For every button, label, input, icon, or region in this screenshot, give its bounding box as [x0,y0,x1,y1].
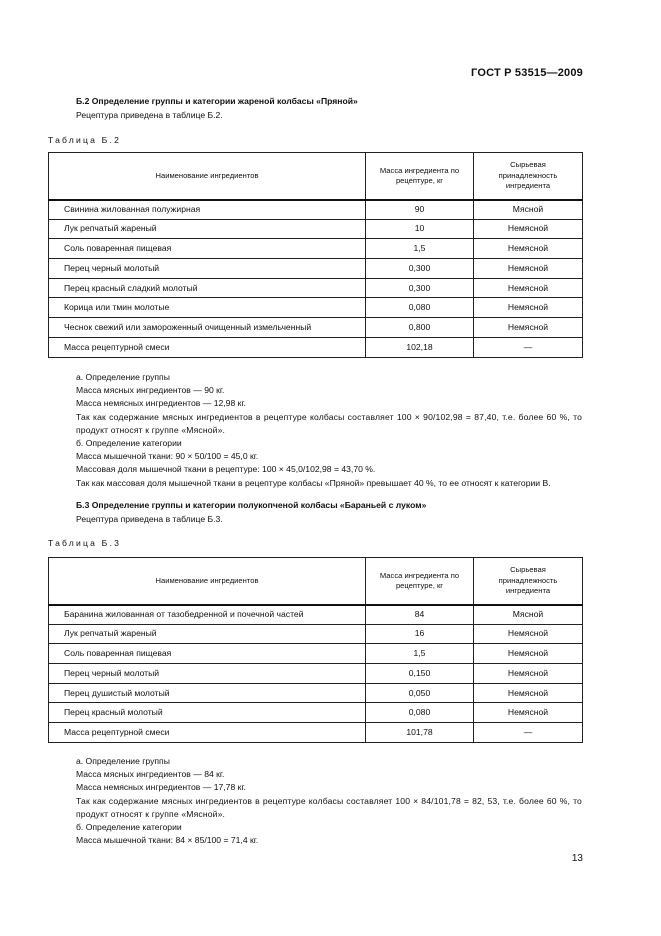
table-row [49,298,583,318]
note-line: а. Определение группы [76,756,170,766]
table-row [49,239,583,259]
ingredient-name: Масса рецептурной смеси [49,723,366,743]
ingredient-name: Баранина жилованная от тазобедренной и почечной частей [49,605,366,625]
ingredient-mass: 0,080 [366,298,474,318]
ingredient-mass: 0,050 [366,683,474,703]
ingredient-type: Немясной [474,239,583,259]
note-line: Массовая доля мышечной ткани в рецептуре: 100 × 45,0/102,98 = 43,70 %. [76,464,376,475]
ingredient-type: Немясной [474,683,583,703]
column-header-name: Наименование ингредиентов [49,558,366,605]
ingredient-type: Немясной [474,318,583,338]
table-header-row [49,153,583,200]
document-header: ГОСТ Р 53515—2009 [471,67,583,79]
ingredient-type: Немясной [474,644,583,664]
ingredient-mass: 101,78 [366,723,474,743]
ingredient-type: Немясной [474,624,583,644]
ingredient-name: Соль поваренная пищевая [49,239,366,259]
ingredient-mass: 10 [366,219,474,239]
ingredient-type: Немясной [474,298,583,318]
ingredient-name: Соль поваренная пищевая [49,644,366,664]
ingredient-mass: 0,300 [366,278,474,298]
ingredient-type: Немясной [474,278,583,298]
ingredient-type: Мясной [474,605,583,625]
ingredient-mass: 0,080 [366,703,474,723]
table-row [49,703,583,723]
table-row-total [49,337,583,357]
table-row [49,259,583,279]
table-header-row [49,558,583,605]
table-b3-caption: Таблица Б.3 [48,538,122,548]
ingredient-name: Масса рецептурной смеси [49,337,366,357]
ingredient-name: Перец душистый молотый [49,683,366,703]
notes-b2 [48,371,582,490]
ingredient-name: Корица или тмин молотые [49,298,366,318]
note-line: Масса немясных ингредиентов — 17,78 кг. [76,782,246,793]
column-header-mass: Масса ингредиента по рецептуре, кг [366,558,474,605]
ingredient-type: Немясной [474,703,583,723]
note-line: б. Определение категории [76,822,182,833]
table-row [49,644,583,664]
ingredient-mass: 0,150 [366,664,474,684]
note-line: Масса мясных ингредиентов — 84 кг. [76,769,225,780]
note-line: б. Определение категории [76,438,182,449]
ingredient-name: Чеснок свежий или замороженный очищенный измельченный [49,318,366,338]
note-line: Так как содержание мясных ингредиентов в рецептуре колбасы составляет 100 × 84/101,78 = 82, 53, т.е. более 60 %, то продукт относят к группе «Мясной». [76,795,582,819]
ingredient-name: Свинина жилованная полужирная [49,200,366,220]
ingredient-mass: 0,300 [366,259,474,279]
table-row [49,664,583,684]
section-b3-title: Б.3 Определение группы и категории полукопченой колбасы «Бараньей с луком» [76,500,427,510]
section-b2-intro: Рецептура приведена в таблице Б.2. [76,110,223,120]
table-row-total [49,723,583,743]
table-row [49,219,583,239]
section-b2-title: Б.2 Определение группы и категории жареной колбасы «Пряной» [76,96,358,106]
column-header-type: Сырьевая принадлежность ингредиента [474,153,583,200]
ingredient-name: Лук репчатый жареный [49,624,366,644]
note-line: Масса мышечной ткани: 90 × 50/100 = 45,0 кг. [76,451,259,462]
note-line: Так как массовая доля мышечной ткани в рецептуре колбасы «Пряной» превышает 40 %, то ее относят к категории В. [76,477,551,488]
page-number: 13 [571,853,583,864]
ingredient-type: — [474,337,583,357]
ingredient-name: Перец черный молотый [49,259,366,279]
note-line: а. Определение группы [76,372,170,382]
table-b3 [48,557,583,743]
note-line: Масса мясных ингредиентов — 90 кг. [76,385,225,396]
table-row [49,200,583,220]
ingredient-type: Немясной [474,259,583,279]
ingredient-type: Немясной [474,219,583,239]
ingredient-mass: 1,5 [366,644,474,664]
ingredient-mass: 0,800 [366,318,474,338]
table-row [49,605,583,625]
table-row [49,278,583,298]
ingredient-mass: 84 [366,605,474,625]
column-header-name: Наименование ингредиентов [49,153,366,200]
ingredient-mass: 102,18 [366,337,474,357]
note-line: Масса мышечной ткани: 84 × 85/100 = 71,4 кг. [76,835,259,846]
column-header-type: Сырьевая принадлежность ингредиента [474,558,583,605]
ingredient-name: Перец красный молотый [49,703,366,723]
ingredient-mass: 90 [366,200,474,220]
ingredient-mass: 1,5 [366,239,474,259]
ingredient-type: Немясной [474,664,583,684]
ingredient-mass: 16 [366,624,474,644]
note-line: Так как содержание мясных ингредиентов в рецептуре колбасы составляет 100 × 90/102,98 = 87,40, т.е. более 60 %, то продукт относят к группе «Мясной». [76,411,582,435]
ingredient-type: — [474,723,583,743]
notes-b3 [48,755,582,847]
table-b2 [48,152,583,358]
table-row [49,318,583,338]
ingredient-name: Перец черный молотый [49,664,366,684]
section-b3-intro: Рецептура приведена в таблице Б.3. [76,514,223,524]
column-header-mass: Масса ингредиента по рецептуре, кг [366,153,474,200]
table-row [49,683,583,703]
table-b2-caption: Таблица Б.2 [48,135,122,145]
ingredient-type: Мясной [474,200,583,220]
table-row [49,624,583,644]
note-line: Масса немясных ингредиентов — 12,98 кг. [76,398,246,409]
ingredient-name: Перец красный сладкий молотый [49,278,366,298]
ingredient-name: Лук репчатый жареный [49,219,366,239]
